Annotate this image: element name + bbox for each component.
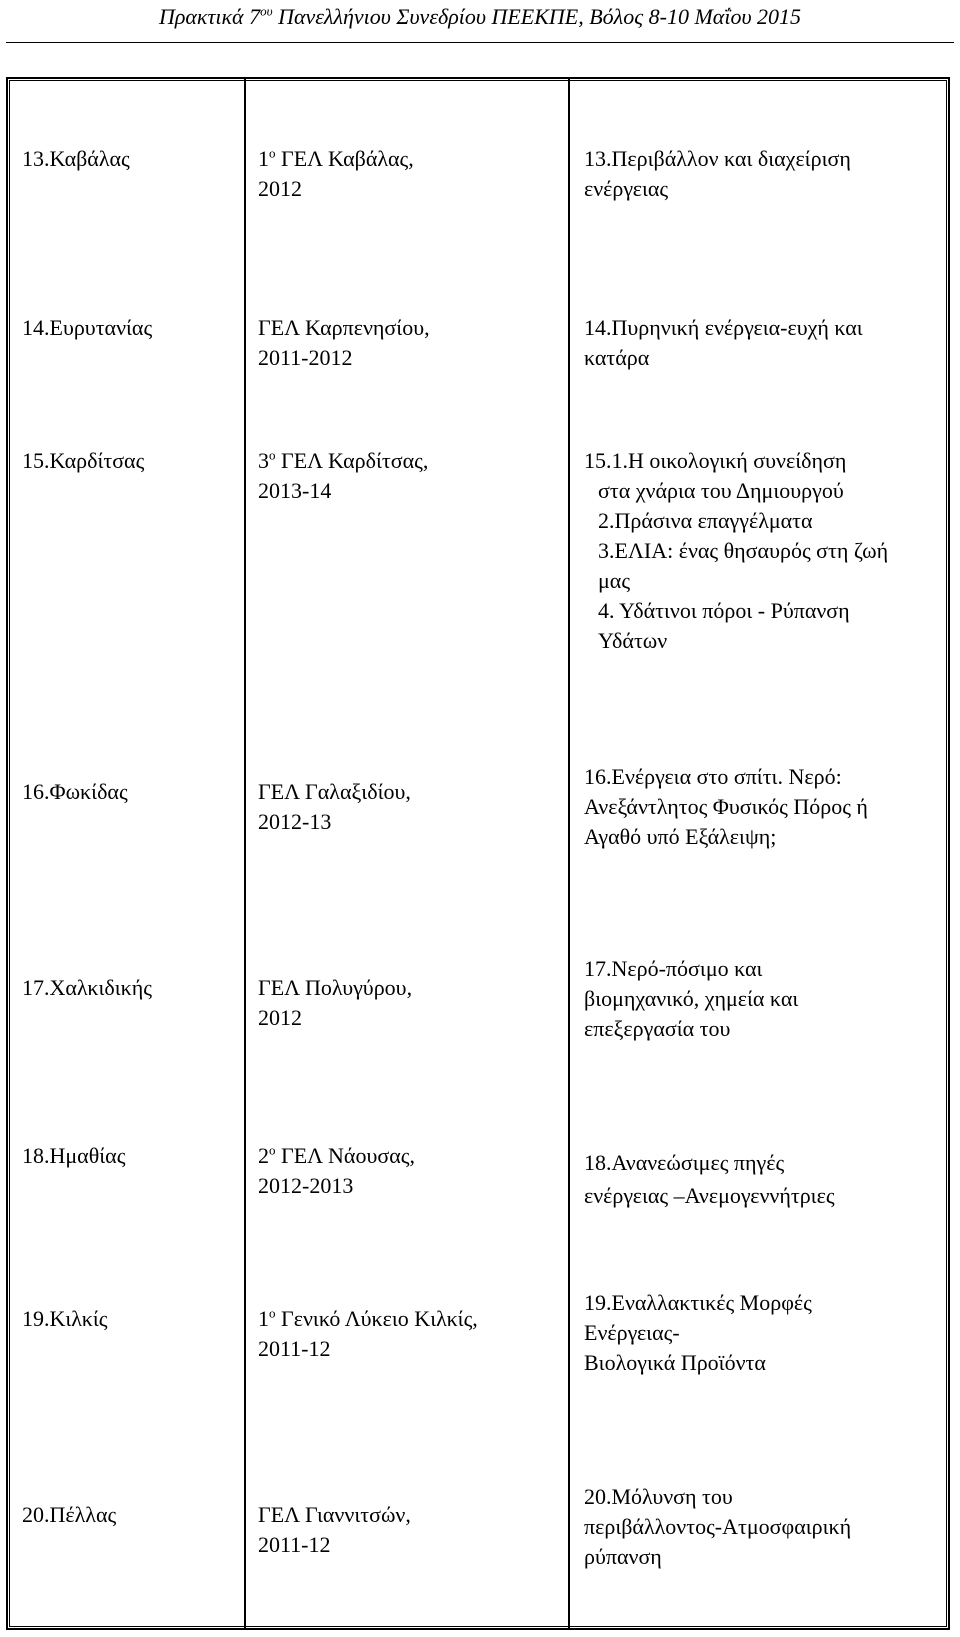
page-header (0, 0, 960, 42)
cell-school-19: $1^o$ Γενικό Λύκειο Κιλκίς, 2011-12 (258, 1305, 478, 1361)
cell-prefecture-17: 17.Χαλκιδικής (22, 975, 152, 1000)
column-divider-2 (568, 77, 570, 1630)
cell-prefecture-18: 18.Ημαθίας (22, 1143, 126, 1168)
header-title-pre: Πρακτικά 7 (158, 4, 261, 29)
header-divider (6, 42, 954, 43)
cell-school-17: ΓΕΛ Πολυγύρου, 2012 (258, 975, 413, 1030)
cell-school-20: ΓΕΛ Γιαννιτσών, 2011-12 (258, 1502, 411, 1557)
cell-topic-16: 16.Ενέργεια στο σπίτι. Νερό: Ανεξάντλητος Φυσικός Πόρος ή Αγαθό υπό Εξάλειψη; (584, 764, 868, 849)
cell-school-15: $3^o$ ΓΕΛ Καρδίτσας, 2013-14 (258, 447, 429, 503)
cell-school-13: $1^o$ ΓΕΛ Καβάλας, 2012 (258, 145, 414, 201)
cell-prefecture-19: 19.Κιλκίς (22, 1306, 108, 1331)
cell-topic-20: 20.Μόλυνση του περιβάλλοντος-Ατμοσφαιρική ρύπανση (584, 1484, 852, 1569)
cell-prefecture-20: 20.Πέλλας (22, 1502, 117, 1527)
header-title-post: Πανελλήνιου Συνεδρίου ΠΕΕΚΠΕ, Βόλος 8-10 Μαΐου 2015 (272, 4, 802, 29)
cell-topic-18: 18.Ανανεώσιμες πηγές ενέργειας –Ανεμογεννήτριες (584, 1150, 835, 1208)
column-divider-1 (244, 77, 246, 1630)
cell-prefecture-13: 13.Καβάλας (22, 146, 130, 171)
cell-topic-13: 13.Περιβάλλον και διαχείριση ενέργειας (584, 146, 851, 201)
cell-prefecture-16: 16.Φωκίδας (22, 779, 128, 804)
header-title-sup: ου (260, 3, 273, 19)
cell-school-16: ΓΕΛ Γαλαξιδίου, 2012-13 (258, 779, 411, 834)
cell-school-18: $2^o$ ΓΕΛ Νάουσας, 2012-2013 (258, 1142, 415, 1198)
cell-topic-17: 17.Νερό-πόσιμο και βιομηχανικό, χημεία και επεξεργασία του (584, 956, 799, 1041)
cell-prefecture-14: 14.Ευρυτανίας (22, 315, 153, 340)
cell-topic-14: 14.Πυρηνική ενέργεια-ευχή και κατάρα (584, 315, 863, 370)
cell-prefecture-15: 15.Καρδίτσας (22, 448, 145, 473)
cell-topic-15: 15.1.Η οικολογική συνείδηση στα χνάρια του Δημιουργού 2.Πράσινα επαγγέλματα 3.ΕΛΙΑ: ένας θησαυρός στη ζωή μας 4. Υδάτινοι πόροι - Ρύπανση Υδάτων (584, 448, 889, 653)
cell-topic-19: 19.Εναλλακτικές Μορφές Ενέργειας- Βιολογικά Προϊόντα (584, 1290, 812, 1375)
cell-school-14: ΓΕΛ Καρπενησίου, 2011-2012 (258, 315, 430, 370)
